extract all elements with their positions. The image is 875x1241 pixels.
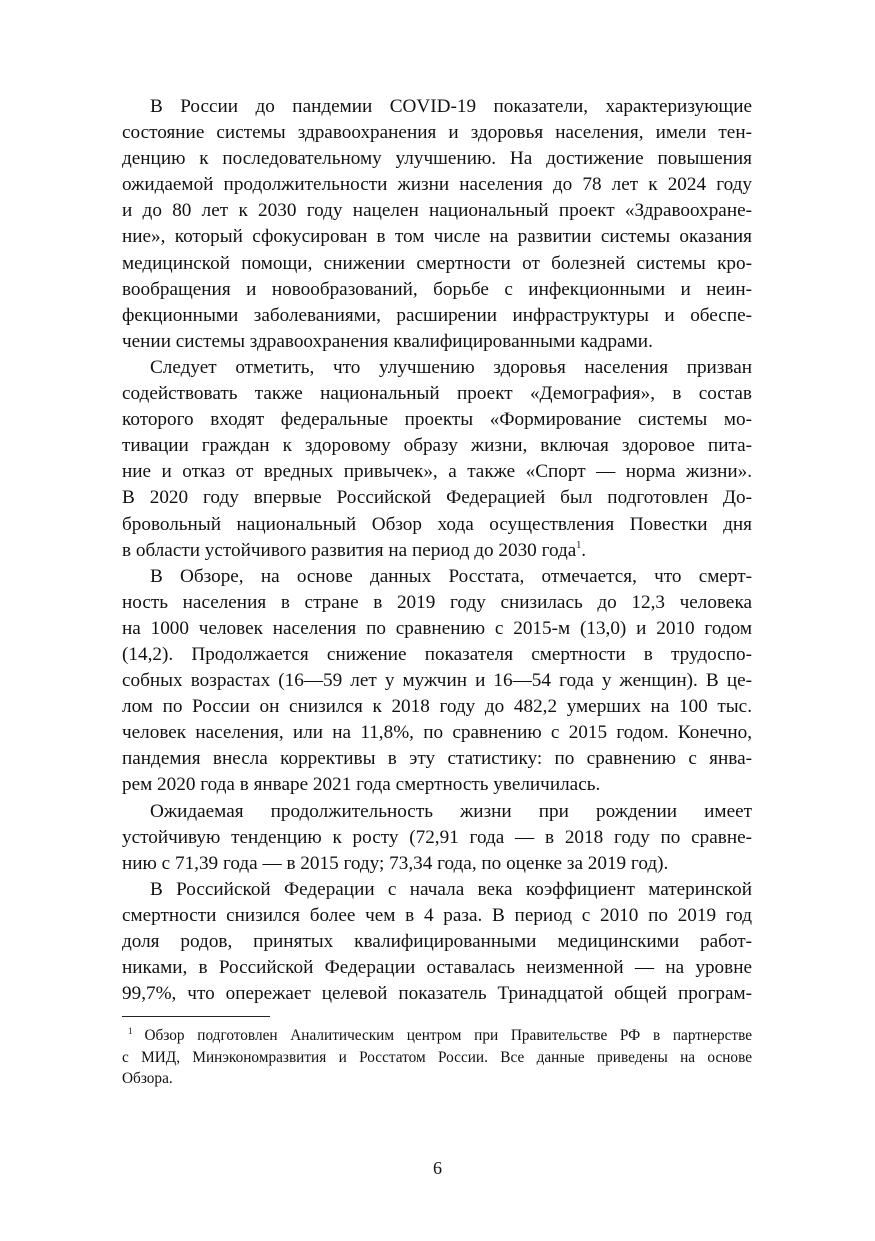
text-line: состояние системы здравоохранения и здоровья населения, имели тен- bbox=[122, 122, 752, 144]
footnote-text: с МИД, Минэкономразвития и Росстатом России. Все данные приведены на основе bbox=[122, 1048, 752, 1066]
text-line: и до 80 лет к 2030 году нацелен национальный проект «Здравоохране- bbox=[122, 200, 752, 222]
text-line: ние и отказ от вредных привычек», а также «Спорт — норма жизни». bbox=[122, 461, 752, 483]
text-line: В Обзоре, на основе данных Росстата, отмечается, что смерт- bbox=[150, 565, 752, 587]
text-line: В 2020 году впервые Российской Федерацией был подготовлен До- bbox=[122, 487, 752, 509]
text-line: никами, в Российской Федерации оставалась неизменной — на уровне bbox=[122, 957, 752, 979]
text-line: пандемия внесла коррективы в эту статистику: по сравнению с янва- bbox=[122, 748, 752, 770]
text-line: (14,2). Продолжается снижение показателя смертности в трудоспо- bbox=[122, 643, 752, 665]
text-line: Следует отметить, что улучшению здоровья населения призван bbox=[150, 356, 752, 378]
text-line: которого входят федеральные проекты «Формирование системы мо- bbox=[122, 409, 752, 431]
body-text bbox=[122, 94, 752, 1007]
text-line: ожидаемой продолжительности жизни населения до 78 лет к 2024 году bbox=[122, 174, 752, 196]
text-line: доля родов, принятых квалифицированными медицинскими работ- bbox=[122, 931, 752, 952]
text-line: на 1000 человек населения по сравнению с 2015-м (13,0) и 2010 годом bbox=[122, 617, 752, 639]
text-line: тивации граждан к здоровому образу жизни, включая здоровое пита- bbox=[122, 435, 752, 457]
text-line: рем 2020 года в январе 2021 года смертность увеличилась. bbox=[122, 774, 601, 796]
page-number: 6 bbox=[433, 1158, 442, 1178]
footnote-text: Обзор подготовлен Аналитическим центром при Правительстве РФ в партнерстве bbox=[144, 1027, 752, 1045]
text-line: 99,7%, что опережает целевой показатель Тринадцатой общей програм- bbox=[122, 983, 752, 1005]
text-line: В России до пандемии COVID-19 показатели, характеризующие bbox=[150, 96, 752, 117]
paragraph bbox=[122, 355, 752, 564]
text-line: человек населения, или на 11,8%, по сравнению с 2015 годом. Конечно, bbox=[122, 722, 752, 744]
paragraph bbox=[122, 94, 752, 355]
text-line: Ожидаемая продолжительность жизни при рождении имеет bbox=[150, 800, 752, 822]
page-content bbox=[122, 94, 752, 1090]
text-line: денцию к последовательному улучшению. На достижение повышения bbox=[122, 148, 752, 170]
footnote bbox=[122, 1025, 752, 1090]
text-line: нию с 71,39 года — в 2015 году; 73,34 года, по оценке за 2019 год). bbox=[122, 852, 669, 874]
sentence-end: . bbox=[581, 539, 587, 561]
text-line: устойчивую тенденцию к росту (72,91 года — в 2018 году по сравне- bbox=[122, 826, 752, 848]
text-line: в области устойчивого развития на период до 2030 года$^1$. bbox=[122, 539, 587, 561]
footnote-divider bbox=[122, 1016, 270, 1017]
footnote-line bbox=[122, 1025, 752, 1047]
paragraph bbox=[122, 564, 752, 799]
text-line: вообращения и новообразований, борьбе с инфекционными и неин- bbox=[122, 278, 752, 300]
footnote-reference[interactable]: 1 bbox=[576, 539, 582, 551]
text-line: бровольный национальный Обзор хода осуществления Повестки дня bbox=[122, 513, 752, 535]
footnote-mark: 1 bbox=[128, 1026, 133, 1037]
text-line: чении системы здравоохранения квалифицированными кадрами. bbox=[122, 330, 653, 352]
paragraph bbox=[122, 877, 752, 1007]
text-line: В Российской Федерации с начала века коэффициент материнской bbox=[150, 878, 752, 900]
text-line: ность населения в стране в 2019 году снизилась до 12,3 человека bbox=[122, 591, 752, 613]
text-line: содействовать также национальный проект «Демография», в состав bbox=[122, 383, 752, 405]
text-line: медицинской помощи, снижении смертности от болезней системы кро- bbox=[122, 252, 752, 274]
footnote-line bbox=[122, 1068, 752, 1090]
paragraph bbox=[122, 799, 752, 877]
text-line: собных возрастах (16—59 лет у мужчин и 16—54 года у женщин). В це- bbox=[122, 670, 752, 692]
footnote-line bbox=[122, 1047, 752, 1069]
footnote-text: Обзора. bbox=[122, 1070, 173, 1088]
text-line: фекционными заболеваниями, расширении инфраструктуры и обеспе- bbox=[122, 304, 752, 326]
text-line: смертности снизился более чем в 4 раза. В период с 2010 по 2019 год bbox=[122, 904, 752, 926]
text-line: лом по России он снизился к 2018 году до 482,2 умерших на 100 тыс. bbox=[122, 696, 752, 718]
text-line: ние», который сфокусирован в том числе на развитии системы оказания bbox=[122, 226, 752, 248]
